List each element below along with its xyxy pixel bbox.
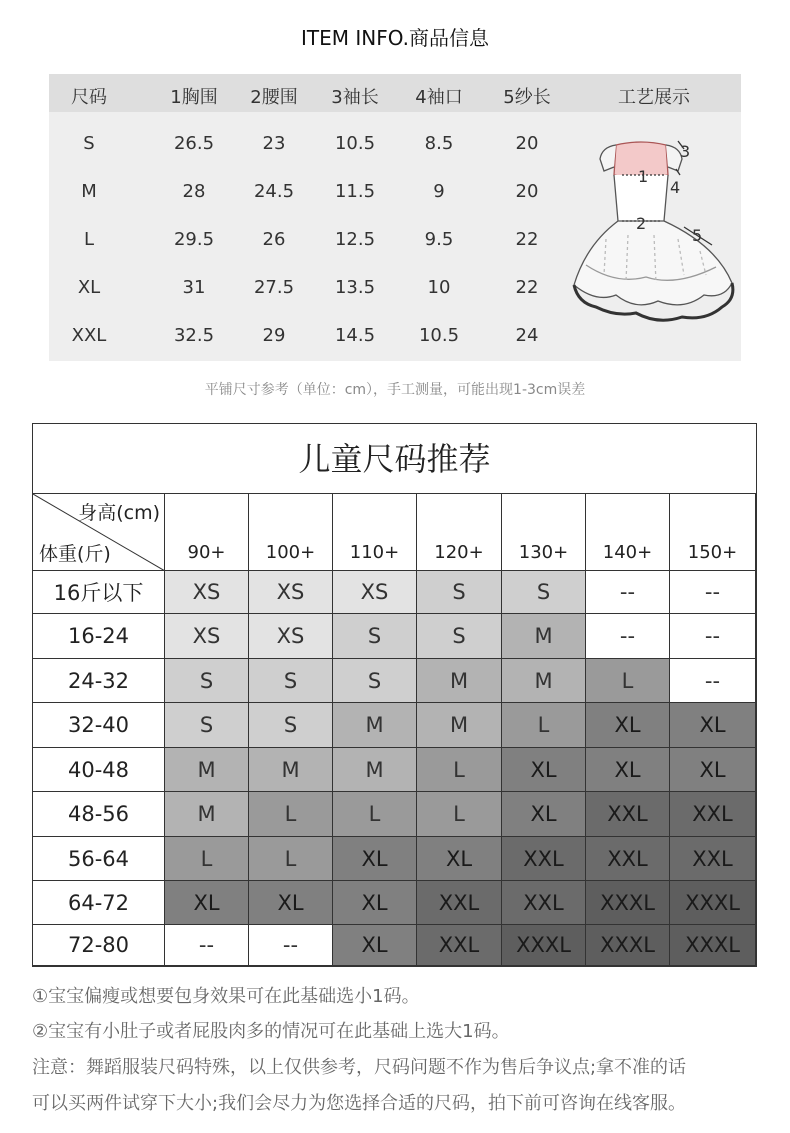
weight-row-header: 64-72 [33,881,165,925]
size-recommend-cell: M [417,659,502,703]
size-recommend-cell: S [333,614,417,659]
weight-label: 体重(斤) [39,543,111,565]
size-cell: S [83,133,95,154]
size-recommend-cell: S [249,659,333,703]
size-cell: 22 [515,277,539,298]
size-recommend-cell: S [249,703,333,748]
size-cell: 28 [182,181,206,202]
size-recommend-cell: XL [333,837,417,881]
size-recommend-cell: S [165,659,249,703]
size-recommend-cell: L [417,792,502,837]
size-recommend-cell: XXL [502,837,586,881]
size-recommend-cell: L [502,703,586,748]
size-recommend-cell: M [165,792,249,837]
weight-row-header: 48-56 [33,792,165,837]
footer-line-1: ①宝宝偏瘦或想要包身效果可在此基础选小1码。 [32,986,420,1007]
size-recommend-cell: XS [165,571,249,614]
size-cell: 24 [515,325,539,346]
size-recommend-cell: XXL [670,792,756,837]
size-cell: 20 [515,181,539,202]
size-cell: 11.5 [334,181,376,202]
size-cell: 12.5 [334,229,376,250]
size-cell: 14.5 [334,325,376,346]
size-recommend-cell: XXXL [670,925,756,966]
size-recommend-cell: XS [333,571,417,614]
size-recommend-cell: XL [586,748,670,792]
weight-row-header: 40-48 [33,748,165,792]
size-table-header [49,74,741,112]
size-recommend-cell: XS [249,571,333,614]
size-recommend-cell: XS [249,614,333,659]
height-column-header: 110+ [333,494,417,571]
height-column-header: 100+ [249,494,333,571]
size-recommend-cell: -- [586,571,670,614]
size-cell: 29.5 [173,229,215,250]
weight-row-header: 16-24 [33,614,165,659]
size-cell: 31 [182,277,206,298]
size-recommend-cell: XL [333,881,417,925]
size-recommend-cell: M [417,703,502,748]
height-column-header: 150+ [670,494,756,571]
dress-diagram [566,135,742,331]
size-cell: 8.5 [424,133,454,154]
size-recommend-cell: XXL [417,925,502,966]
size-recommend-cell: M [333,703,417,748]
size-recommend-cell: L [333,792,417,837]
size-cell: 10.5 [334,133,376,154]
size-recommend-cell: XL [670,748,756,792]
size-recommend-cell: XL [586,703,670,748]
size-recommend-cell: S [417,571,502,614]
size-recommend-cell: S [165,703,249,748]
page-title: ITEM INFO.商品信息 [300,26,490,50]
size-recommend-cell: -- [670,659,756,703]
size-recommend-cell: XXL [417,881,502,925]
size-recommend-cell: L [165,837,249,881]
size-recommend-cell: XXL [670,837,756,881]
size-cell: 27.5 [253,277,295,298]
height-column-header: 140+ [586,494,670,571]
height-column-header: 120+ [417,494,502,571]
size-recommend-cell: XXL [586,837,670,881]
footer-line-4: 可以买两件试穿下大小;我们会尽力为您选择合适的尺码，拍下前可咨询在线客服。 [32,1093,687,1114]
size-recommend-cell: M [249,748,333,792]
diagram-label-5: 5 [692,226,703,245]
size-cell: 10.5 [418,325,460,346]
size-recommend-cell: XL [333,925,417,966]
measurement-note: 平铺尺寸参考（单位：cm），手工测量，可能出现1-3cm误差 [204,382,586,398]
diagram-label-3: 3 [680,142,691,161]
size-recommend-cell: XL [670,703,756,748]
size-cell: 10 [427,277,451,298]
size-recommend-cell: XXL [586,792,670,837]
size-cell: 24.5 [253,181,295,202]
size-recommend-cell: S [502,571,586,614]
size-recommend-cell: S [417,614,502,659]
size-recommend-cell: -- [670,614,756,659]
size-recommend-cell: M [165,748,249,792]
size-recommend-table [32,423,757,967]
size-recommend-cell: XXXL [586,925,670,966]
size-recommend-cell: S [333,659,417,703]
size-cell: 9.5 [424,229,454,250]
size-recommend-cell: XXXL [670,881,756,925]
weight-row-header: 56-64 [33,837,165,881]
size-cell: XL [77,277,101,298]
size-recommend-cell: -- [586,614,670,659]
header-waist: 2腰围 [250,87,298,108]
size-cell: L [83,229,95,250]
size-recommend-cell: XXXL [586,881,670,925]
size-cell: 13.5 [334,277,376,298]
footer-line-3: 注意：舞蹈服装尺码特殊，以上仅供参考，尺码问题不作为售后争议点;拿不准的话 [32,1057,687,1078]
size-cell: 26 [262,229,286,250]
size-recommend-cell: -- [249,925,333,966]
size-cell: 23 [262,133,286,154]
weight-row-header: 16斤以下 [33,571,165,614]
size-cell: XXL [71,325,107,346]
footer-line-2: ②宝宝有小肚子或者屁股肉多的情况可在此基础上选大1码。 [32,1021,510,1042]
header-size: 尺码 [71,87,107,108]
diagram-label-1: 1 [638,167,649,186]
size-recommend-cell: -- [165,925,249,966]
size-recommend-cell: XL [165,881,249,925]
size-recommend-cell: XL [502,792,586,837]
size-cell: 9 [433,181,445,202]
size-cell: 32.5 [173,325,215,346]
size-recommend-cell: M [502,659,586,703]
size-cell: 22 [515,229,539,250]
size-recommend-cell: XS [165,614,249,659]
height-column-header: 130+ [502,494,586,571]
size-recommend-cell: L [417,748,502,792]
diagram-label-2: 2 [636,214,647,233]
size-recommend-cell: XL [249,881,333,925]
header-cuff: 4袖口 [415,87,463,108]
size-cell: 20 [515,133,539,154]
size-recommend-cell: M [333,748,417,792]
weight-row-header: 72-80 [33,925,165,966]
size-recommend-cell: XL [417,837,502,881]
header-sleeve-length: 3袖长 [331,87,379,108]
size-recommend-cell: -- [670,571,756,614]
size-recommend-cell: L [249,837,333,881]
size-recommend-cell: M [502,614,586,659]
recommend-title: 儿童尺码推荐 [33,424,756,494]
size-cell: 26.5 [173,133,215,154]
size-recommend-cell: L [586,659,670,703]
weight-row-header: 32-40 [33,703,165,748]
header-tulle-length: 5纱长 [503,87,551,108]
size-recommend-cell: XL [502,748,586,792]
header-craft: 工艺展示 [618,87,690,108]
size-recommend-cell: L [249,792,333,837]
height-column-header: 90+ [165,494,249,571]
size-recommend-cell: XXXL [502,925,586,966]
size-cell: M [81,181,97,202]
corner-header [33,494,165,571]
header-chest: 1胸围 [170,87,218,108]
weight-row-header: 24-32 [33,659,165,703]
height-label: 身高(cm) [78,502,160,524]
size-recommend-cell: XXL [502,881,586,925]
size-cell: 29 [262,325,286,346]
diagram-label-4: 4 [670,178,681,197]
